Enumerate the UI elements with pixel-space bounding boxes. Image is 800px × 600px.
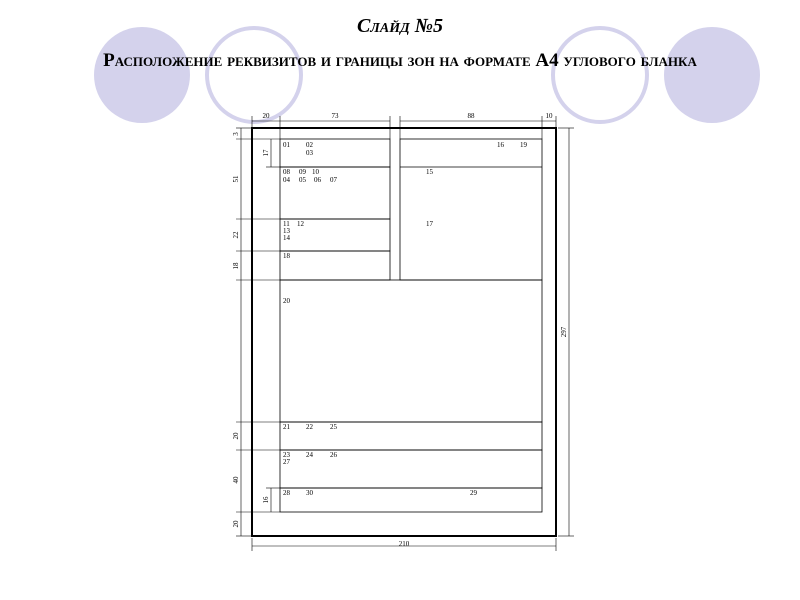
zone-label-13: 13 <box>283 227 290 235</box>
dim-left-17: 17 <box>262 149 270 157</box>
zone-label-04: 04 <box>283 176 290 184</box>
zone-frames <box>280 139 542 512</box>
zone-label-01: 01 <box>283 141 290 149</box>
zone-box-01 <box>280 139 390 167</box>
zone-box-08 <box>280 167 390 219</box>
zone-label-03: 03 <box>306 149 313 157</box>
zone-label-26: 26 <box>330 451 337 459</box>
zone-label-19: 19 <box>520 141 527 149</box>
zone-label-20: 20 <box>283 297 290 305</box>
dim-left-16: 16 <box>262 496 270 504</box>
zone-label-27: 27 <box>283 458 290 466</box>
dim-top-20: 20 <box>262 112 270 120</box>
dim-left-22: 22 <box>232 231 240 239</box>
zone-label-21: 21 <box>283 423 290 431</box>
zone-label-16: 16 <box>497 141 504 149</box>
dim-top-88: 88 <box>467 112 475 120</box>
zone-label-17: 17 <box>426 220 433 228</box>
zone-label-15: 15 <box>426 168 433 176</box>
dim-left-40: 40 <box>232 476 240 484</box>
dim-left-3: 3 <box>232 132 240 136</box>
zone-box-right-top <box>400 139 542 280</box>
zone-label-23: 23 <box>283 451 290 459</box>
zone-label-24: 24 <box>306 451 313 459</box>
decor-circle-filled <box>664 27 760 123</box>
zone-numbers <box>283 141 528 497</box>
dim-left-20b: 20 <box>232 520 240 528</box>
dim-right-297: 297 <box>560 326 568 338</box>
dim-top-73: 73 <box>331 112 339 120</box>
zone-label-22: 22 <box>306 423 313 431</box>
page-outline <box>252 128 556 536</box>
zone-label-12: 12 <box>297 220 304 228</box>
zone-label-09: 09 <box>299 168 306 176</box>
a4-corner-blank-diagram <box>220 108 580 558</box>
dim-top-10: 10 <box>545 112 553 120</box>
dim-left-51: 51 <box>232 175 240 183</box>
zone-box-21 <box>280 422 542 450</box>
dim-left-20a: 20 <box>232 432 240 440</box>
zone-label-30: 30 <box>306 489 313 497</box>
zone-label-02: 02 <box>306 141 313 149</box>
zone-label-28: 28 <box>283 489 290 497</box>
zone-label-14: 14 <box>283 234 290 242</box>
zone-box-28 <box>280 488 542 512</box>
zone-box-20 <box>280 280 542 422</box>
decor-circle-filled <box>94 27 190 123</box>
zone-label-18: 18 <box>283 252 290 260</box>
zone-label-08: 08 <box>283 168 290 176</box>
zone-label-10: 10 <box>312 168 319 176</box>
dim-bottom-210: 210 <box>398 540 410 548</box>
zone-box-23 <box>280 450 542 488</box>
slide-subtitle: Расположение реквизитов и границы зон на формате А4 углового бланка <box>103 50 697 71</box>
dim-left-18: 18 <box>232 262 240 270</box>
zone-label-07: 07 <box>330 176 337 184</box>
zone-label-05: 05 <box>299 176 306 184</box>
slide-title: Слайд №5 <box>356 15 444 37</box>
zone-box-18 <box>280 251 390 280</box>
zone-label-06: 06 <box>314 176 321 184</box>
zone-label-11: 11 <box>283 220 290 228</box>
zone-label-25: 25 <box>330 423 337 431</box>
zone-label-29: 29 <box>470 489 477 497</box>
